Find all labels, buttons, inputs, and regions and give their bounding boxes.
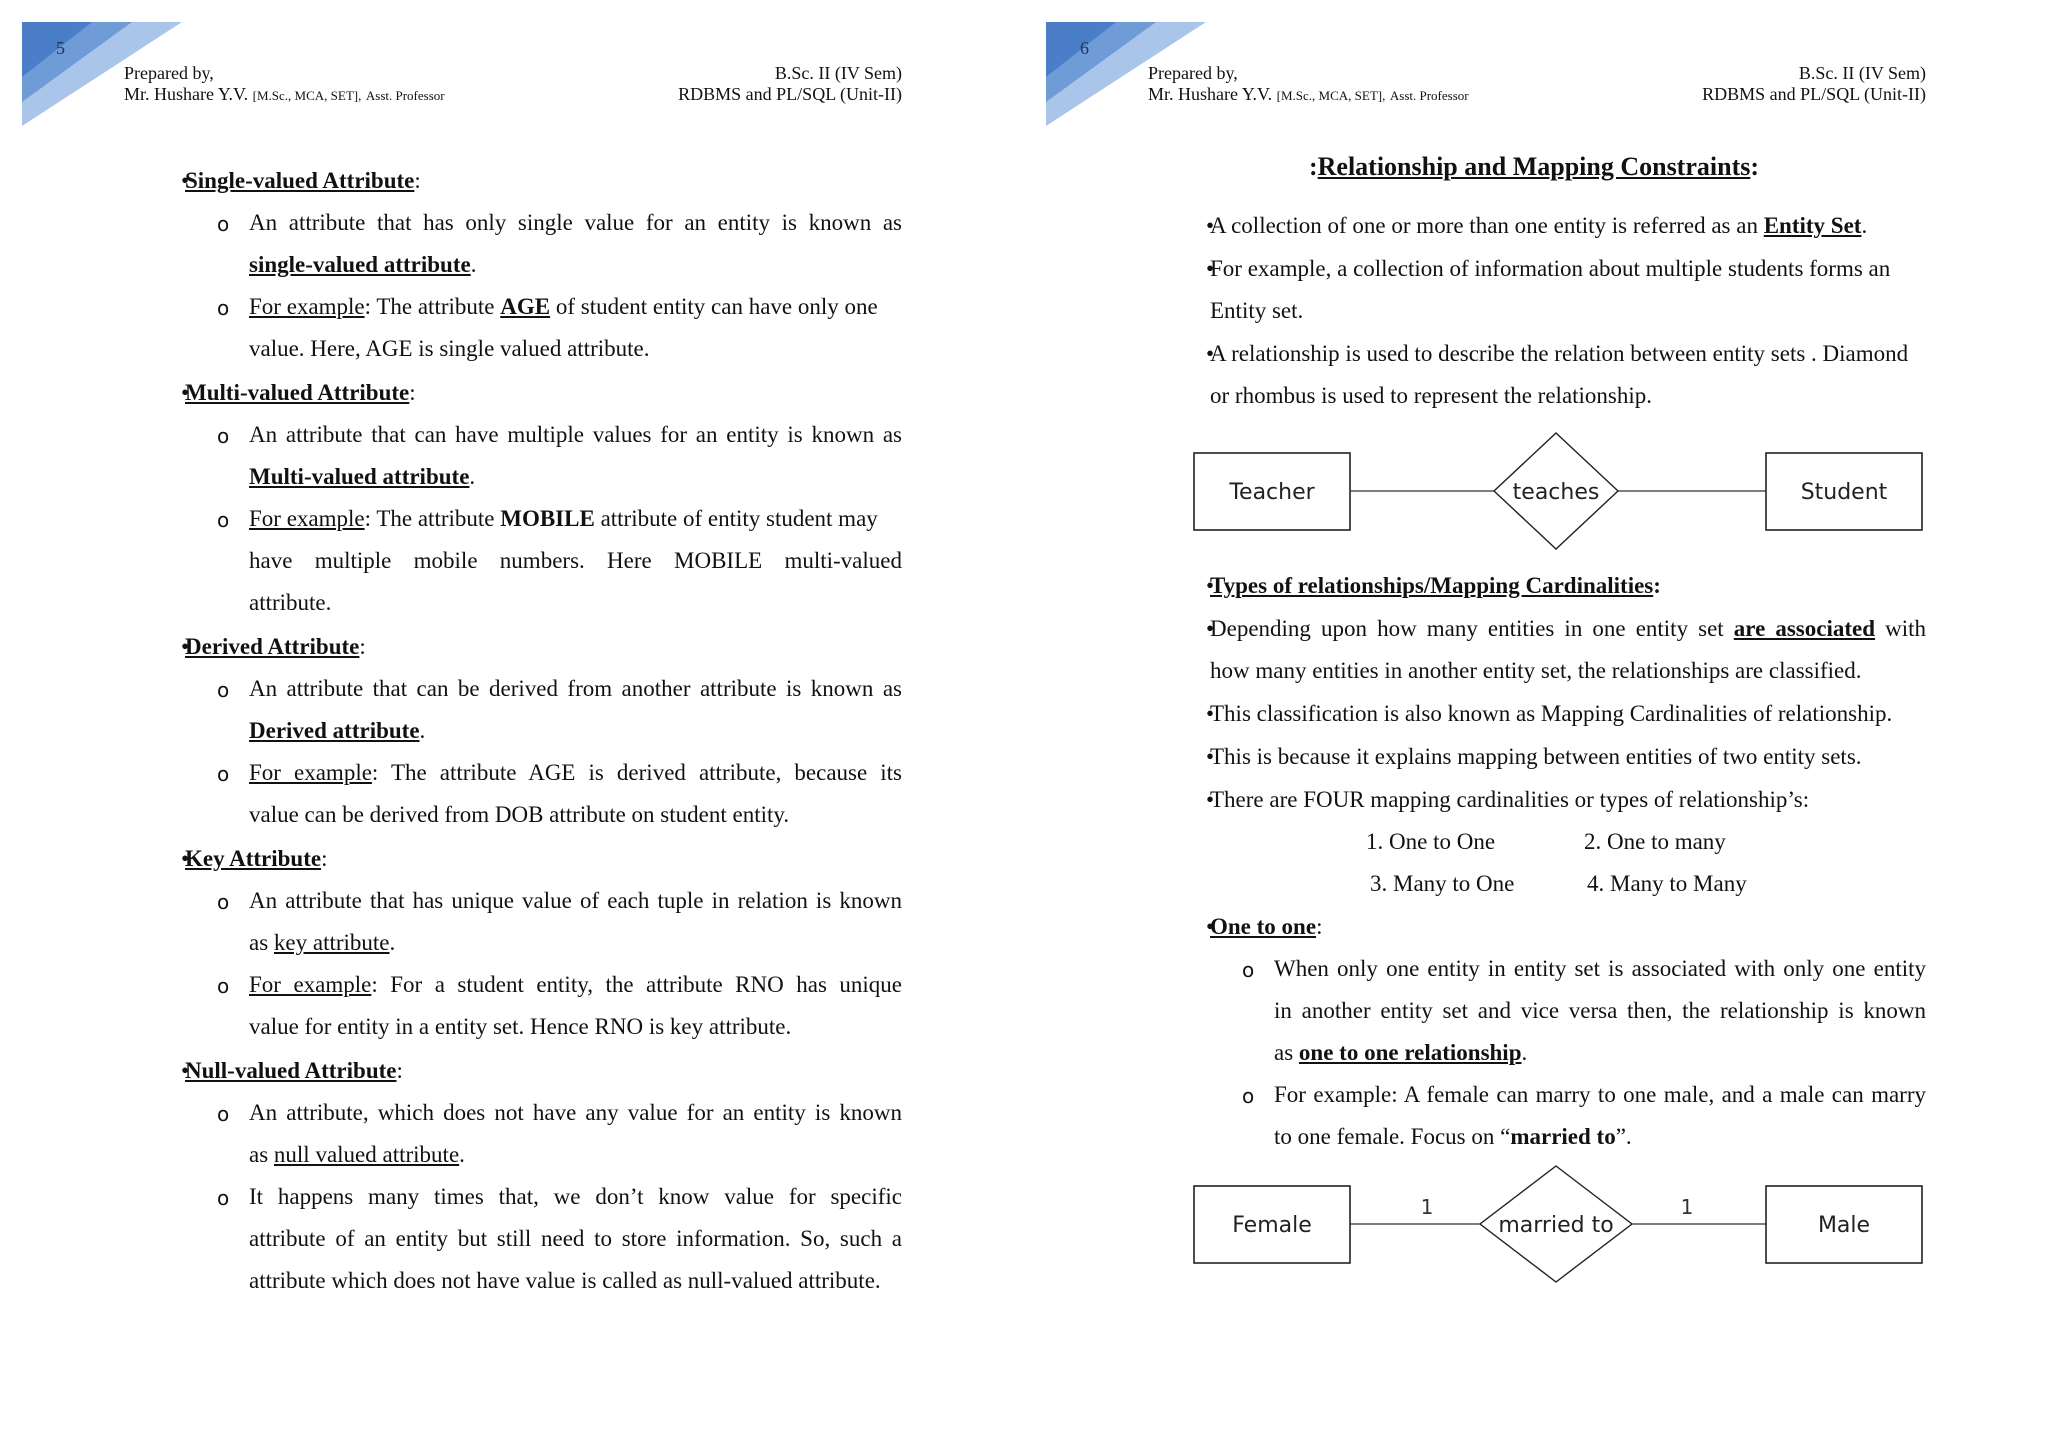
header-right (678, 63, 902, 105)
entity-label: Female (1232, 1213, 1312, 1238)
subject-label: RDBMS and PL/SQL (Unit-II) (678, 84, 902, 104)
entity-label: Male (1817, 1213, 1871, 1238)
bullet-example-2: Entity set. (1210, 298, 1304, 323)
header-left (124, 63, 445, 106)
course-label: B.Sc. II (IV Sem) (774, 63, 902, 83)
derived-example-2: value can be derived from DOB attribute on student entity. (249, 802, 790, 827)
author-line: Mr. Hushare Y.V. [M.Sc., MCA, SET], Asst. Professor (1148, 84, 1469, 104)
one-to-one-heading: • One to one: (1210, 914, 1322, 940)
derived-def: o An attribute that can be derived from another attribute is known as (249, 676, 902, 702)
prepared-by: Prepared by, (124, 63, 214, 83)
multi-valued-example-3: attribute. (249, 590, 332, 615)
single-valued-example: o For example: The attribute AGE of student entity can have only one (249, 294, 878, 320)
single-valued-term: single-valued attribute. (249, 252, 477, 277)
entity-label: Student (1800, 480, 1888, 505)
key-example-2: value for entity in a entity set. Hence RNO is key attribute. (249, 1014, 792, 1039)
one-to-one-para1-3: as one to one relationship. (1274, 1040, 1528, 1065)
page-number: 5 (56, 38, 65, 58)
section-title: :Relationship and Mapping Constraints: (1308, 152, 1760, 181)
cardinality-label: 1 (1420, 1195, 1434, 1219)
one-to-one-example: o For example: A female can marry to one male, and a male can marry (1274, 1082, 1926, 1108)
key-def: o An attribute that has unique value of each tuple in relation is known (249, 888, 902, 914)
subject-label: RDBMS and PL/SQL (Unit-II) (1702, 84, 1926, 104)
bullet-relationship: • A relationship is used to describe the relation between entity sets . Diamond (1210, 341, 1908, 367)
key-term: as key attribute. (249, 930, 396, 955)
null-valued-para2: o It happens many times that, we don’t know value for specific (249, 1184, 902, 1210)
entity-label: Teacher (1229, 480, 1315, 505)
null-valued-term: as null valued attribute. (249, 1142, 465, 1167)
one-to-one-para1: o When only one entity in entity set is associated with only one entity (1274, 956, 1926, 982)
page-number: 6 (1080, 38, 1089, 58)
single-valued-def: o An attribute that has only single value for an entity is known as (249, 210, 902, 236)
types-list-item: 1. One to One (1366, 829, 1496, 854)
types-list-item: 4. Many to Many (1587, 871, 1747, 896)
bullet-relationship-2: or rhombus is used to represent the relationship. (1210, 383, 1653, 408)
types-list-item: 2. One to many (1584, 829, 1726, 854)
header-right (1702, 63, 1926, 105)
relationship-label: married to (1498, 1213, 1614, 1238)
author-line: Mr. Hushare Y.V. [M.Sc., MCA, SET], Asst. Professor (124, 84, 445, 104)
er-diagram-married-to (1024, 1164, 2044, 1284)
null-valued-heading: • Null-valued Attribute: (185, 1058, 403, 1084)
types-para1-2: how many entities in another entity set, the relationships are classified. (1210, 658, 1862, 683)
multi-valued-example: o For example: The attribute MOBILE attribute of entity student may (249, 506, 878, 532)
multi-valued-def: o An attribute that can have multiple values for an entity is known as (249, 422, 902, 448)
page-5 (0, 0, 1020, 1448)
one-to-one-para1-2: in another entity set and vice versa then, the relationship is known (1274, 998, 1926, 1023)
types-list-item: 3. Many to One (1370, 871, 1515, 896)
single-valued-heading: • Single-valued Attribute: (185, 168, 421, 194)
multi-valued-example-2: have multiple mobile numbers. Here MOBILE multi-valued (249, 548, 902, 573)
key-example: o For example: For a student entity, the attribute RNO has unique (249, 972, 902, 998)
multi-valued-heading: • Multi-valued Attribute: (185, 380, 416, 406)
derived-term: Derived attribute. (249, 718, 426, 743)
prepared-by: Prepared by, (1148, 63, 1238, 83)
er-diagram-teaches (1024, 430, 2044, 550)
bullet-example: • For example, a collection of information about multiple students forms an (1210, 256, 1890, 282)
relationship-label: teaches (1512, 480, 1600, 505)
bullet-entity-set: • A collection of one or more than one entity is referred as an Entity Set. (1210, 213, 1867, 239)
header-left (1148, 63, 1469, 106)
null-valued-para2-3: attribute which does not have value is called as null-valued attribute. (249, 1268, 881, 1293)
derived-example: o For example: The attribute AGE is derived attribute, because its (249, 760, 902, 786)
types-para3: • This is because it explains mapping between entities of two entity sets. (1210, 744, 1862, 770)
one-to-one-example-2: to one female. Focus on “married to”. (1274, 1124, 1632, 1149)
types-heading: • Types of relationships/Mapping Cardinalities: (1210, 573, 1661, 599)
multi-valued-term: Multi-valued attribute. (249, 464, 476, 489)
page-6 (1024, 0, 2044, 1448)
course-label: B.Sc. II (IV Sem) (1798, 63, 1926, 83)
types-para4: • There are FOUR mapping cardinalities or types of relationship’s: (1210, 787, 1809, 813)
types-para2: • This classification is also known as Mapping Cardinalities of relationship. (1210, 701, 1892, 727)
null-valued-para2-2: attribute of an entity but still need to store information. So, such a (249, 1226, 902, 1251)
key-heading: • Key Attribute: (185, 846, 327, 872)
single-valued-example-2: value. Here, AGE is single valued attribute. (249, 336, 650, 361)
derived-heading: • Derived Attribute: (185, 634, 366, 660)
cardinality-label: 1 (1680, 1195, 1694, 1219)
types-para1: • Depending upon how many entities in one entity set are associated with (1210, 616, 1926, 642)
null-valued-def: o An attribute, which does not have any value for an entity is known (249, 1100, 902, 1126)
